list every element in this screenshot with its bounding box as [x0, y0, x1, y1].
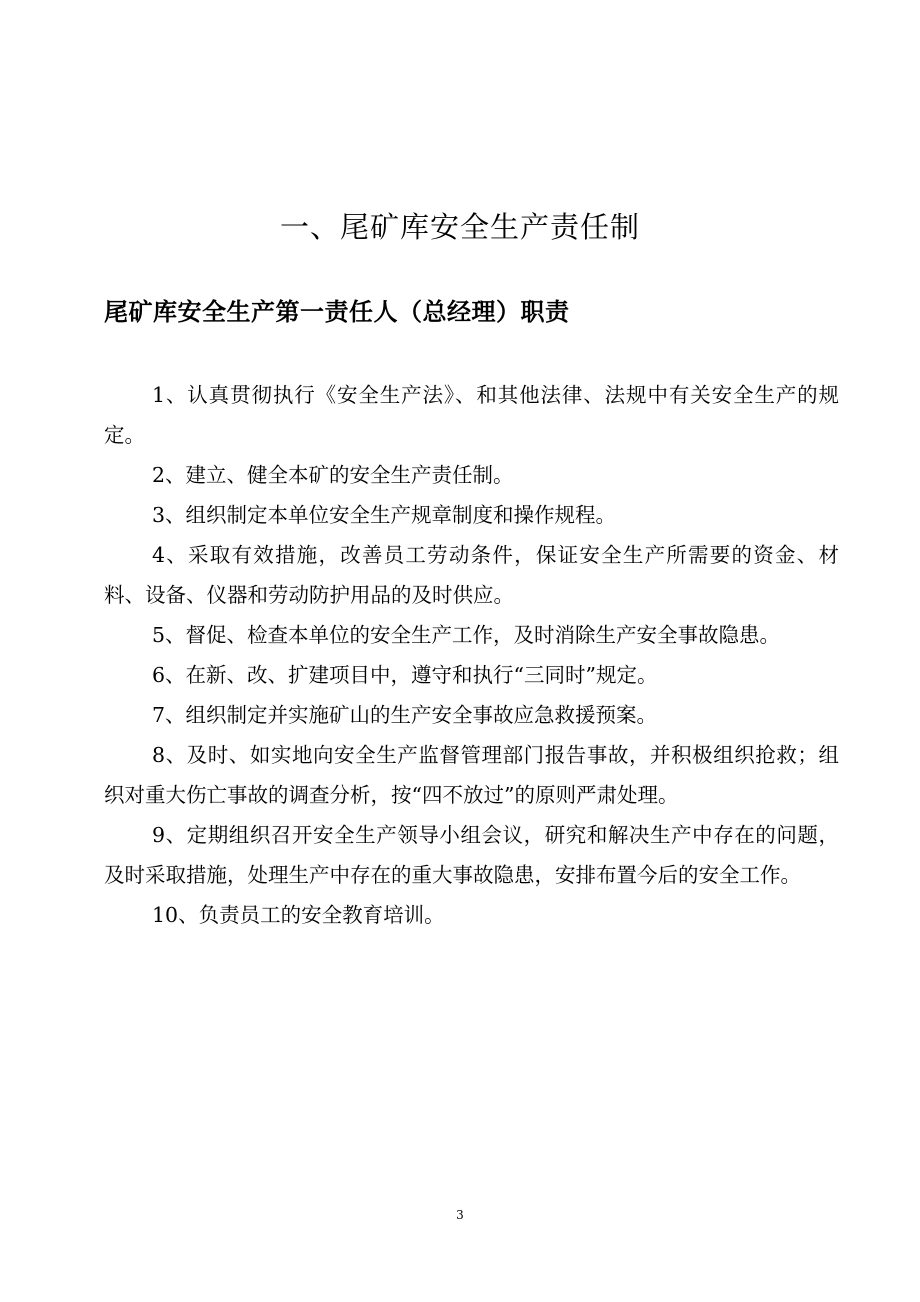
duty-item: 2、建立、健全本矿的安全生产责任制。	[152, 463, 514, 487]
duty-item: 10、负责员工的安全教育培训。	[152, 903, 445, 927]
document-title: 一、尾矿库安全生产责任制	[279, 210, 640, 244]
duty-item: 3、组织制定本单位安全生产规章制度和操作规程。	[152, 503, 617, 527]
duty-item: 9、定期组织召开安全生产领导小组会议，研究和解决生产中存在的问题，及时采取措施，处理生产中存在的重大事故隐患，安排布置今后的安全工作。	[104, 823, 839, 887]
duty-item: 1、认真贯彻执行《安全生产法》、和其他法律、法规中有关安全生产的规定。	[104, 383, 839, 447]
duty-item: 6、在新、改、扩建项目中，遵守和执行“三同时”规定。	[152, 663, 658, 687]
duty-item: 7、组织制定并实施矿山的生产安全事故应急救援预案。	[152, 703, 658, 727]
page-number: 3	[456, 1208, 464, 1222]
section-heading: 尾矿库安全生产第一责任人（总经理）职责	[104, 297, 570, 326]
duty-item: 5、督促、检查本单位的安全生产工作，及时消除生产安全事故隐患。	[152, 623, 781, 647]
duty-item: 4、采取有效措施，改善员工劳动条件，保证安全生产所需要的资金、材料、设备、仪器和劳动防护用品的及时供应。	[104, 543, 839, 607]
duty-item: 8、及时、如实地向安全生产监督管理部门报告事故，并积极组织抢救；组织对重大伤亡事故的调查分析，按“四不放过”的原则严肃处理。	[104, 743, 839, 807]
duty-list	[104, 375, 839, 935]
